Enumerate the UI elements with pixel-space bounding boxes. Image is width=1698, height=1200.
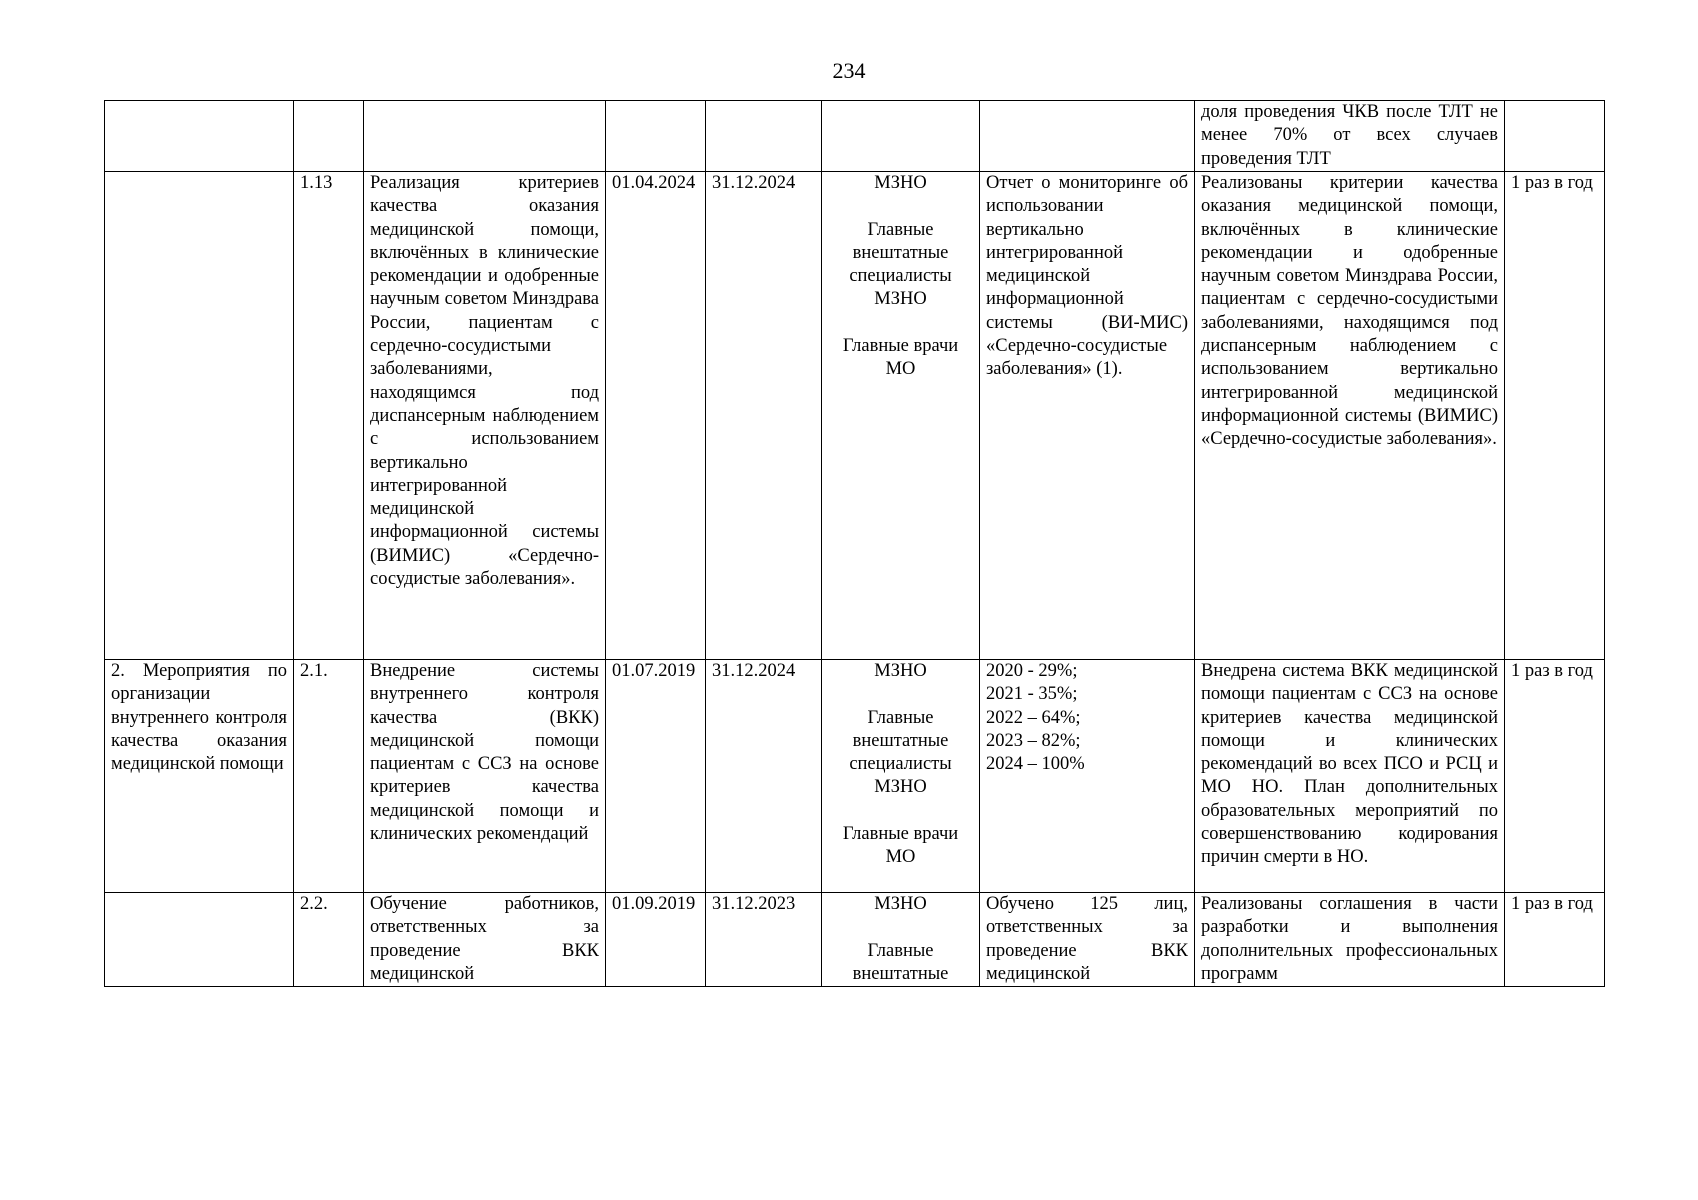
responsible-cell bbox=[822, 101, 980, 172]
cell-line: Главные врачи МО bbox=[842, 336, 959, 380]
result-cell: Реализованы соглашения в части разработки и выполнения дополнительных профессиональных программ bbox=[1195, 893, 1505, 987]
indicator-cell bbox=[980, 660, 1195, 893]
end-date-cell: 31.12.2024 bbox=[706, 172, 822, 660]
cell-line: Главные внештатные специалисты МЗНО bbox=[849, 707, 952, 798]
cell-line bbox=[828, 800, 973, 823]
indicator-cell bbox=[980, 893, 1195, 987]
responsible-cell bbox=[822, 893, 980, 987]
end-date-cell: 31.12.2024 bbox=[706, 660, 822, 893]
section-cell: 2. Мероприятия по организации внутреннего контроля качества оказания медицинской помощи bbox=[105, 660, 294, 893]
measures-table bbox=[104, 100, 1605, 987]
responsible-cell bbox=[822, 172, 980, 660]
section-cell bbox=[105, 101, 294, 172]
frequency-cell: 1 раз в год bbox=[1505, 660, 1605, 893]
start-date-cell: 01.04.2024 bbox=[606, 172, 706, 660]
result-cell: доля проведения ЧКВ после ТЛТ не менее 70% от всех случаев проведения ТЛТ bbox=[1195, 101, 1505, 172]
start-date-cell: 01.09.2019 bbox=[606, 893, 706, 987]
start-date-cell: 01.07.2019 bbox=[606, 660, 706, 893]
result-cell: Внедрена система ВКК медицинской помощи пациентам с ССЗ на основе критериев качества медицинской помощи и клинических рекомендаций во всех ПСО и РСЦ и МО НО. План дополнительных образовательных мероприятий по совершенствованию кодирования причин смерти в НО. bbox=[1195, 660, 1505, 893]
cell-line: Главные внештатные bbox=[852, 940, 949, 984]
cell-line: Главные врачи МО bbox=[842, 824, 959, 868]
cell-line: Главные внештатные специалисты МЗНО bbox=[849, 219, 952, 310]
frequency-cell: 1 раз в год bbox=[1505, 893, 1605, 987]
section-cell bbox=[105, 893, 294, 987]
indicator-cell bbox=[980, 172, 1195, 660]
cell-line: Обучено 125 лиц, ответственных за проведение ВКК медицинской bbox=[986, 894, 1188, 984]
number-cell bbox=[294, 101, 364, 172]
responsible-cell bbox=[822, 660, 980, 893]
indicator-cell bbox=[980, 101, 1195, 172]
activity-cell: Реализация критериев качества оказания медицинской помощи, включённых в клинические рекомендации и одобренные научным советом Минздрава России, пациентам с сердечно-сосудистыми заболеваниями, находящимся под диспансерным наблюдением с использованием вертикально интегрированной медицинской информационной системы (ВИМИС) «Сердечно-сосудистые заболевания». bbox=[364, 172, 606, 660]
cell-line bbox=[828, 195, 973, 218]
activity-cell: Обучение работников, ответственных за проведение ВКК медицинской bbox=[364, 893, 606, 987]
activity-cell: Внедрение системы внутреннего контроля качества (ВКК) медицинской помощи пациентам с ССЗ на основе критериев качества медицинской помощи и клинических рекомендаций bbox=[364, 660, 606, 893]
table-row bbox=[105, 101, 1605, 172]
cell-line: 2020 - 29%; bbox=[986, 661, 1078, 681]
cell-line: 2022 – 64%; bbox=[986, 707, 1081, 728]
table-row bbox=[105, 893, 1605, 987]
cell-line: 2024 – 100% bbox=[986, 754, 1085, 775]
cell-line: МЗНО bbox=[874, 894, 927, 914]
cell-line bbox=[828, 683, 973, 706]
cell-line: МЗНО bbox=[874, 173, 927, 193]
cell-line bbox=[828, 312, 973, 335]
table-row bbox=[105, 660, 1605, 893]
frequency-cell bbox=[1505, 101, 1605, 172]
number-cell: 2.1. bbox=[294, 660, 364, 893]
cell-line: Отчет о мониторинге об использовании вертикально интегрированной медицинской информационной системы (ВИ-МИС) «Сердечно-сосудистые заболевания» (1). bbox=[986, 173, 1188, 380]
number-cell: 1.13 bbox=[294, 172, 364, 660]
cell-line: МЗНО bbox=[874, 661, 927, 681]
cell-line: 2021 - 35%; bbox=[986, 684, 1078, 705]
section-cell bbox=[105, 172, 294, 660]
page-number: 234 bbox=[832, 58, 866, 83]
end-date-cell: 31.12.2023 bbox=[706, 893, 822, 987]
result-cell: Реализованы критерии качества оказания медицинской помощи, включённых в клинические рекомендации и одобренные научным советом Минздрава России, пациентам с сердечно-сосудистыми заболеваниями, находящимся под диспансерным наблюдением с использованием вертикально интегрированной медицинской информационной системы (ВИМИС) «Сердечно-сосудистые заболевания». bbox=[1195, 172, 1505, 660]
number-cell: 2.2. bbox=[294, 893, 364, 987]
start-date-cell bbox=[606, 101, 706, 172]
cell-line bbox=[828, 916, 973, 939]
frequency-cell: 1 раз в год bbox=[1505, 172, 1605, 660]
activity-cell bbox=[364, 101, 606, 172]
table-row bbox=[105, 172, 1605, 660]
cell-line: 2023 – 82%; bbox=[986, 730, 1081, 751]
end-date-cell bbox=[706, 101, 822, 172]
